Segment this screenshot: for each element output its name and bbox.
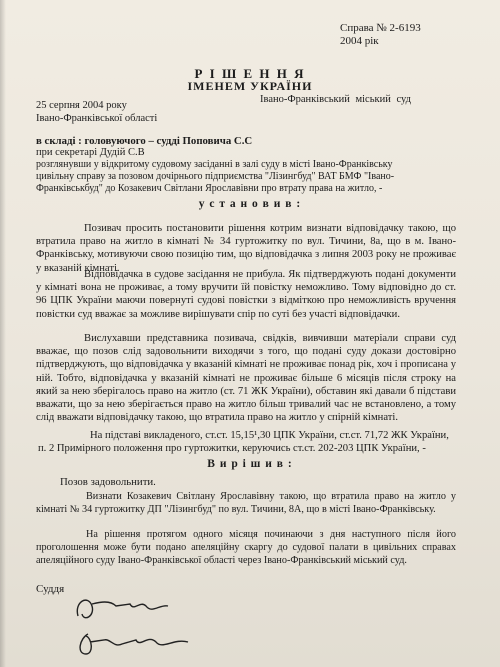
court-region: Івано-Франківської області	[36, 113, 158, 124]
legal-basis-line-2: п. 2 Примірного положення про гуртожитки, керуючись ст.ст. 202-203 ЦПК України, -	[38, 443, 426, 454]
intro-line-1: розглянувши у відкритому судовому засіданні в залі суду в місті Івано-Франківську	[36, 159, 393, 170]
paragraph-defendant-absence: Відповідачка в судове засідання не прибула. Як підтверджують подані документи у кімнаті вона не проживає, а тому вручити їй повістку неможливо. Тому відповідно до ст. 96 ЦПК України маючи повернуті судові повістки з відміткою про неможливість вручення повістки суд вважає за можливе вирішувати спір по суті без участі відповідачки.	[36, 269, 456, 320]
judge-signature-2	[70, 624, 200, 664]
court-secretary: при секретарі Дудій С.В	[36, 147, 145, 158]
judge-label: Суддя	[36, 583, 65, 595]
paragraph-recognize-lost-right: Визнати Козакевич Світлану Ярославівну такою, що втратила право на житло у кімнаті № 34 гуртожитку ДП "Лізингбуд" по вул. Тичини, 8А, що в місті Івано-Франківську.	[36, 491, 456, 516]
court-composition: в складі : головуючого – судді Поповича С.С	[36, 135, 253, 147]
decision-date: 25 серпня 2004 року	[36, 100, 127, 111]
case-number: Справа № 2-6193	[340, 22, 421, 34]
paragraph-appeal-rights: На рішення протягом одного місяця починаючи з дня наступного після його проголошення може бути подано апеляційну скаргу до судової палати в цивільних справах апеляційного суду Івано-Франківської області через Івано-Франківський міський суд.	[36, 529, 456, 567]
intro-line-3: Франківськбуд" до Козакевич Світлани Ярославівни про втрату права на житло, -	[36, 183, 383, 194]
legal-basis-line-1: На підставі викладеного, ст.ст. 15,15¹,30 ЦПК України, ст.ст. 71,72 ЖК України,	[90, 430, 449, 441]
case-year: 2004 рік	[340, 35, 379, 47]
page-edge-shadow	[0, 0, 6, 667]
established-heading: у с т а н о в и в :	[198, 198, 302, 210]
paragraph-court-findings: Вислухавши представника позивача, свідків, вивчивши матеріали справи суд вважає, що позов слід задовольнити виходячи з того, що подані суду докази достовірно підтверджують, що відповідачка у вказаній кімнаті не проживає понад рік, хоч і прописана у ній. Тобто, відповідачка у вказаній кімнаті не проживає більше 6 місяців після строку на який за нею зберігалось право на житло (ст. 71 ЖК України), обставин які давали б підстави вважати, що за нею зберігається право на житло більш тривалий час не встановлено, а тому слід вважати відповідачку такою, що втратила право на житло у спірній кімнаті.	[36, 333, 456, 424]
decided-heading: В и р і ш и в :	[207, 458, 293, 470]
intro-line-2: цивільну справу за позовом дочірнього підприємства "Лізингбуд" ВАТ БМФ "Івано-	[36, 171, 395, 182]
court-name: Івано-Франківський міський суд	[260, 94, 411, 105]
claim-granted: Позов задовольнити.	[60, 476, 156, 488]
document-subtitle: ІМЕНЕМ УКРАЇНИ	[187, 79, 313, 93]
document-title: Р І Ш Е Н Н Я	[194, 66, 306, 81]
paragraph-claim: Позивач просить постановити рішення котрим визнати відповідачку такою, що втратила право на житло в кімнаті № 34 гуртожитку по вул. Тичини, 8а, що в м. Івано-Франківську, мотивуючи свою позицію тим, що відповідачка з липня 2003 року не проживає у вказаній кімнаті.	[36, 223, 456, 274]
case-number-block	[340, 22, 421, 48]
